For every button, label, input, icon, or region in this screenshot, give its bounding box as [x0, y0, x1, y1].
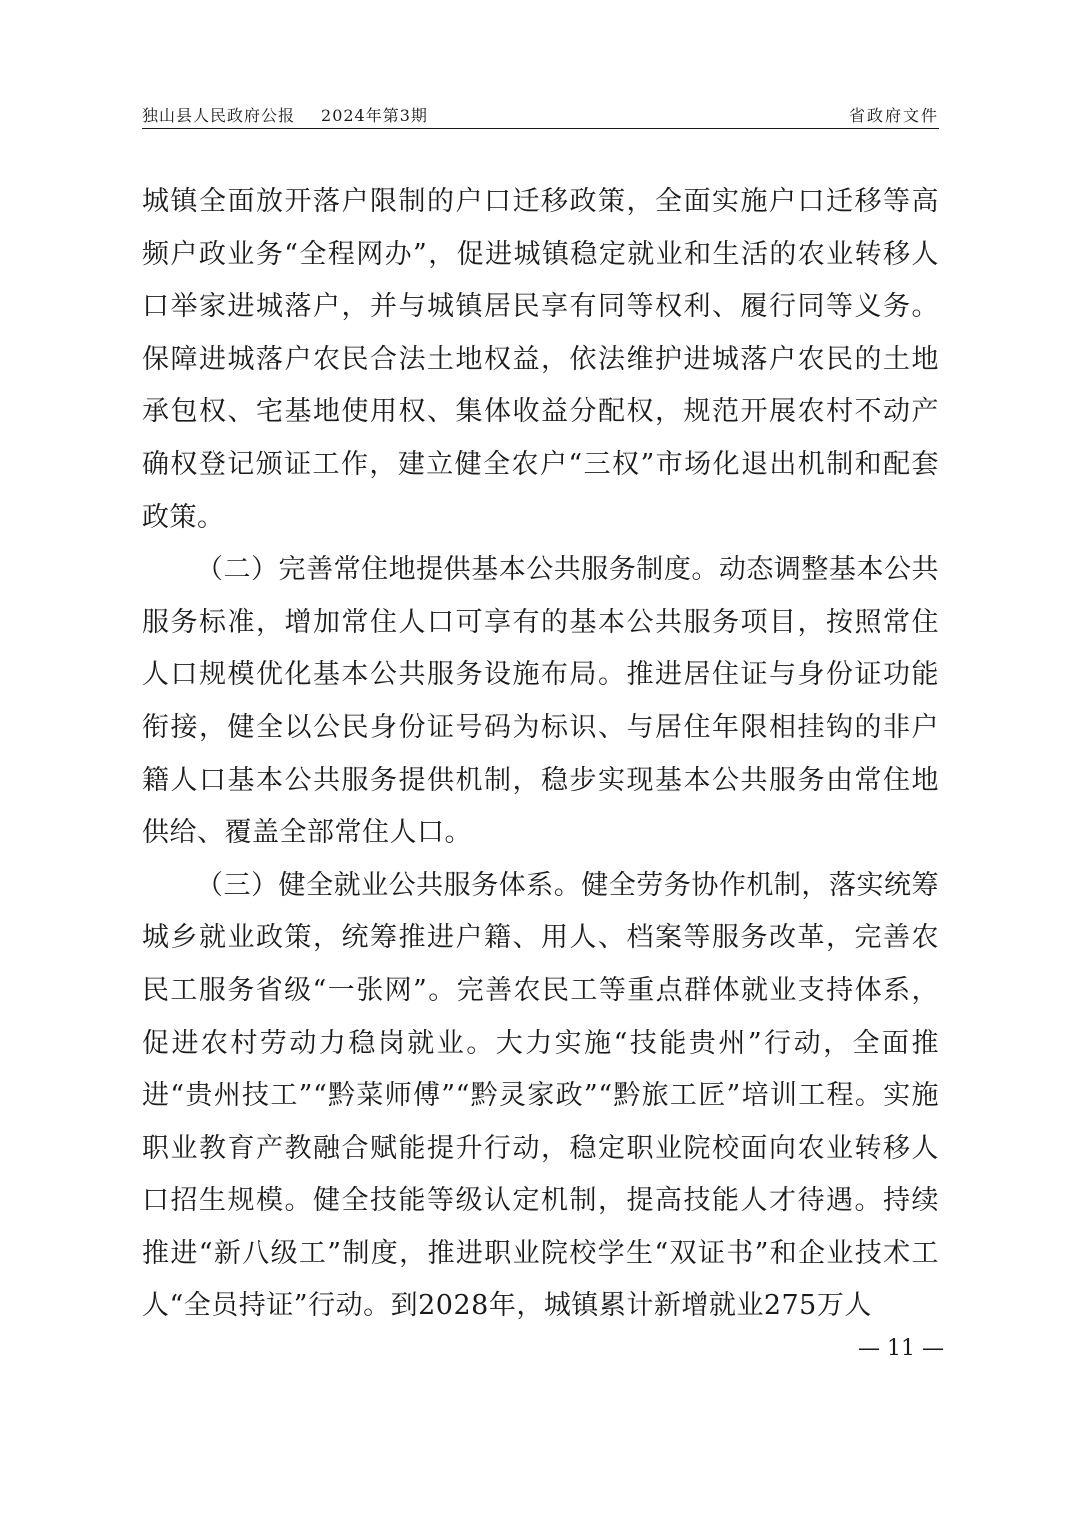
- running-header: [142, 104, 939, 129]
- publication-name: 独山县人民政府公报: [142, 106, 296, 125]
- issue-number: 2024年第3期: [321, 106, 428, 125]
- section-name: 省政府文件: [848, 106, 939, 125]
- body-paragraph: （二）完善常住地提供基本公共服务制度。动态调整基本公共服务标准，增加常住人口可享有的基本公共服务项目，按照常住人口规模优化基本公共服务设施布局。推进居住证与身份证功能衔接，健全以公民身份证号码为标识、与居住年限相挂钩的非户籍人口基本公共服务提供机制，稳步实现基本公共服务由常住地供给、覆盖全部常住人口。: [142, 554, 939, 849]
- header-publication-info: [142, 106, 428, 126]
- body-paragraph: 城镇全面放开落户限制的户口迁移政策，全面实施户口迁移等高频户政业务“全程网办”，促进城镇稳定就业和生活的农业转移人口举家进城落户，并与城镇居民享有同等权利、履行同等义务。保障进城落户农民合法土地权益，依法维护进城落户农民的土地承包权、宅基地使用权、集体收益分配权，规范开展农村不动产确权登记颁证工作，建立健全农户“三权”市场化退出机制和配套政策。: [142, 186, 939, 533]
- body-paragraph: （三）健全就业公共服务体系。健全劳务协作机制，落实统筹城乡就业政策，统筹推进户籍、用人、档案等服务改革，完善农民工服务省级“一张网”。完善农民工等重点群体就业支持体系，促进农村劳动力稳岗就业。大力实施“技能贵州”行动，全面推进“贵州技工”“黔菜师傅”“黔灵家政”“黔旅工匠”培训工程。实施职业教育产教融合赋能提升行动，稳定职业院校面向农业转移人口招生规模。健全技能等级认定机制，提高技能人才待遇。持续推进“新八级工”制度，推进职业院校学生“双证书”和企业技术工人“全员持证”行动。到2028年，城镇累计新增就业275万人: [142, 869, 939, 1322]
- page-number: — 11 —: [858, 1336, 944, 1361]
- document-body: [142, 176, 939, 1333]
